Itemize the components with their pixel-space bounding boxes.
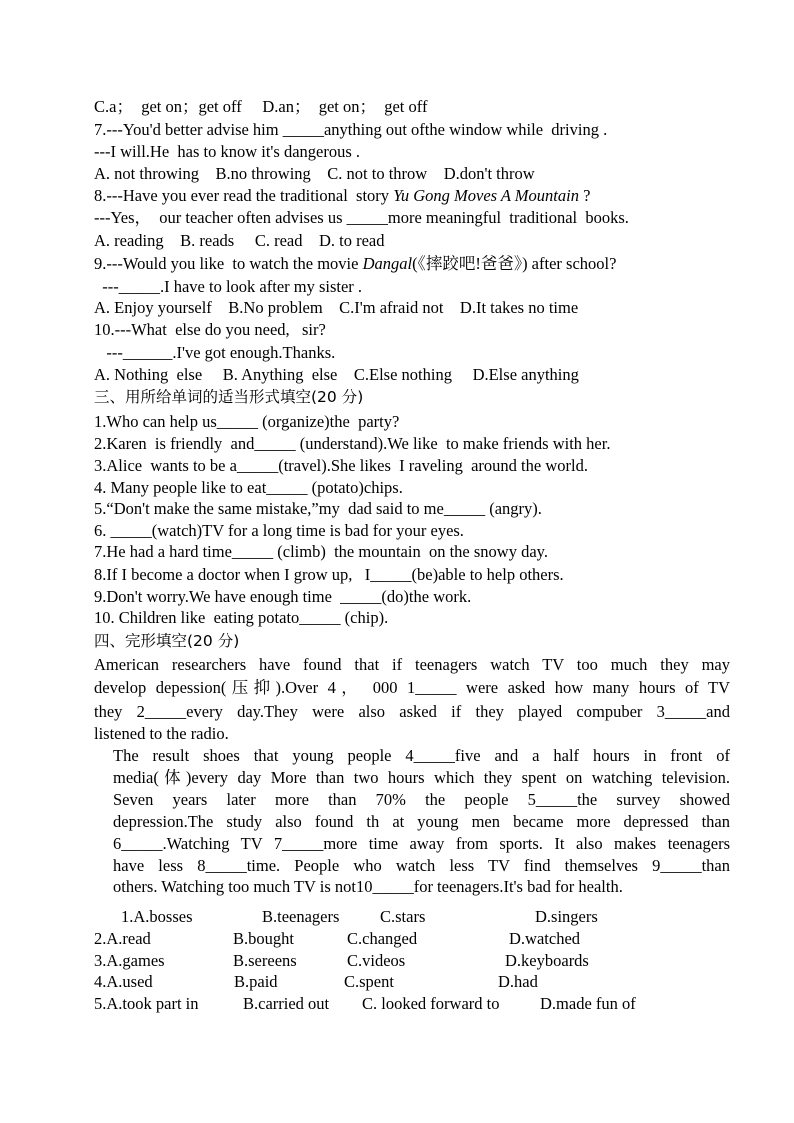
q8-book-title: Yu Gong Moves A Mountain	[393, 186, 579, 205]
option-c: C.changed	[347, 929, 418, 948]
q10-reply: ---______.I've got enough.Thanks.	[94, 343, 336, 362]
q8-text: 8.---Have you ever read the traditional story	[94, 186, 394, 205]
passage-line: 6_____.Watching TV 7_____more time away from sports. It also makes teenagers	[113, 834, 730, 853]
passage-line: depression.The study also found th at young men became more depressed than	[113, 812, 730, 831]
q8-question	[94, 185, 590, 207]
option-a: 5.A.took part in	[94, 994, 199, 1013]
option-c: C.videos	[347, 951, 406, 970]
option-b: B.sereens	[233, 951, 297, 970]
q9-movie-title: Dangal	[362, 254, 413, 273]
option-d: D.singers	[535, 907, 598, 926]
option-c: C.spent	[344, 972, 394, 991]
passage-line: have less 8_____time. People who watch less TV find themselves 9_____than	[113, 856, 730, 875]
fill-6: 6. _____(watch)TV for a long time is bad for your eyes.	[94, 521, 464, 540]
option-d: D.keyboards	[505, 951, 589, 970]
option-d: D.watched	[509, 929, 581, 948]
option-b: B.paid	[234, 972, 278, 991]
q9-text: 9.---Would you like to watch the movie	[94, 254, 363, 273]
section-4-heading: 四、完形填空(20 分)	[94, 632, 240, 650]
q9-options: A. Enjoy yourself B.No problem C.I'm afraid not D.It takes no time	[94, 298, 579, 317]
passage-line: they 2_____every day.They were also asked if they played compuber 3_____and	[94, 702, 730, 721]
passage-line: media(体)every day More than two hours which they spent on watching television.	[113, 768, 730, 787]
q7-question: 7.---You'd better advise him _____anything out ofthe window while driving .	[94, 120, 608, 139]
option-d: D.had	[498, 972, 538, 991]
option-b: B.bought	[233, 929, 294, 948]
fill-2: 2.Karen is friendly and_____ (understand).We like to make friends with her.	[94, 434, 611, 453]
option-c: C. looked forward to	[362, 994, 500, 1013]
option-c: C.stars	[380, 907, 426, 926]
passage-line: American researchers have found that if teenagers watch TV too much they may	[94, 655, 730, 674]
option-b: B.teenagers	[262, 907, 340, 926]
passage-line: listened to the radio.	[94, 724, 229, 743]
fill-5: 5.“Don't make the same mistake,”my dad said to me_____ (angry).	[94, 499, 542, 518]
q9-end: (《摔跤吧!爸爸》) after school?	[412, 254, 617, 273]
q7-reply: ---I will.He has to know it's dangerous .	[94, 142, 361, 161]
q9-question	[94, 253, 616, 275]
passage-line: others. Watching too much TV is not10_____for teenagers.It's bad for health.	[113, 877, 623, 896]
passage-line: The result shoes that young people 4_____five and a half hours in front of	[113, 746, 730, 765]
fill-4: 4. Many people like to eat_____ (potato)chips.	[94, 478, 403, 497]
q8-end: ?	[578, 186, 591, 205]
option-b: B.carried out	[243, 994, 330, 1013]
fill-9: 9.Don't worry.We have enough time _____(do)the work.	[94, 587, 472, 606]
fill-7: 7.He had a hard time_____ (climb) the mountain on the snowy day.	[94, 542, 548, 561]
option-d: D.made fun of	[540, 994, 636, 1013]
q8-options: A. reading B. reads C. read D. to read	[94, 231, 385, 250]
q9-reply: ---_____.I have to look after my sister .	[94, 277, 363, 296]
section-3-heading: 三、用所给单词的适当形式填空(20 分)	[94, 388, 364, 406]
q7-options: A. not throwing B.no throwing C. not to throw D.don't throw	[94, 164, 535, 183]
q6-options-cd: C.a； get on；get off D.an； get on； get off	[94, 97, 428, 116]
option-a: 1.A.bosses	[121, 907, 193, 926]
passage-line: Seven years later more than 70% the people 5_____the survey showed	[113, 790, 730, 809]
option-a: 3.A.games	[94, 951, 165, 970]
q10-options: A. Nothing else B. Anything else C.Else nothing D.Else anything	[94, 365, 579, 384]
passage-line: develop depession(压抑).Over 4， 000 1_____ were asked how many hours of TV	[94, 678, 730, 697]
fill-3: 3.Alice wants to be a_____(travel).She likes I raveling around the world.	[94, 456, 588, 475]
q10-question: 10.---What else do you need, sir?	[94, 320, 326, 339]
fill-10: 10. Children like eating potato_____ (chip).	[94, 608, 389, 627]
option-a: 4.A.used	[94, 972, 153, 991]
q8-reply: ---Yes， our teacher often advises us _____more meaningful traditional books.	[94, 208, 629, 227]
option-a: 2.A.read	[94, 929, 151, 948]
fill-8: 8.If I become a doctor when I grow up, I_____(be)able to help others.	[94, 565, 564, 584]
fill-1: 1.Who can help us_____ (organize)the party?	[94, 412, 400, 431]
